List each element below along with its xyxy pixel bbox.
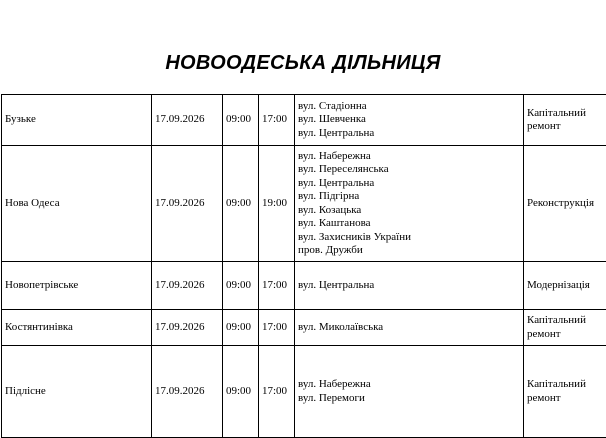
end-time-cell: 17:00 [259, 95, 295, 146]
date-cell: 17.09.2026 [152, 146, 223, 262]
table-row [2, 95, 606, 146]
village-cell: Костянтинівка [2, 310, 152, 346]
street-item: вул. Набережна [298, 150, 520, 164]
street-item: вул. Стадіонна [298, 100, 520, 114]
street-item: вул. Миколаївська [298, 321, 520, 335]
start-time-cell: 09:00 [223, 95, 259, 146]
outage-schedule-table [1, 94, 606, 438]
street-item: вул. Підгірна [298, 190, 520, 204]
streets-cell [295, 146, 524, 262]
table-row [2, 146, 606, 262]
work-type-cell: Капітальний ремонт [524, 310, 606, 346]
table-row [2, 346, 606, 438]
work-type-cell: Модернізація [524, 262, 606, 310]
street-item: вул. Набережна [298, 378, 520, 392]
start-time-cell: 09:00 [223, 262, 259, 310]
work-type-cell: Капітальний ремонт [524, 346, 606, 438]
street-item: вул. Захисників України [298, 231, 520, 245]
village-cell: Нова Одеса [2, 146, 152, 262]
village-cell: Бузьке [2, 95, 152, 146]
street-item: вул. Каштанова [298, 217, 520, 231]
work-type-cell: Капітальний ремонт [524, 95, 606, 146]
start-time-cell: 09:00 [223, 346, 259, 438]
village-cell: Новопетрівське [2, 262, 152, 310]
street-item: вул. Центральна [298, 279, 520, 293]
date-cell: 17.09.2026 [152, 310, 223, 346]
street-item: вул. Козацька [298, 204, 520, 218]
street-item: пров. Дружби [298, 244, 520, 258]
street-item: вул. Центральна [298, 177, 520, 191]
start-time-cell: 09:00 [223, 310, 259, 346]
street-item: вул. Перемоги [298, 392, 520, 406]
table-row [2, 310, 606, 346]
end-time-cell: 17:00 [259, 310, 295, 346]
streets-cell [295, 346, 524, 438]
end-time-cell: 19:00 [259, 146, 295, 262]
streets-cell [295, 310, 524, 346]
date-cell: 17.09.2026 [152, 262, 223, 310]
streets-cell [295, 262, 524, 310]
date-cell: 17.09.2026 [152, 346, 223, 438]
date-cell: 17.09.2026 [152, 95, 223, 146]
street-item: вул. Шевченка [298, 113, 520, 127]
start-time-cell: 09:00 [223, 146, 259, 262]
street-item: вул. Переселянська [298, 163, 520, 177]
table-row [2, 262, 606, 310]
page-title: НОВООДЕСЬКА ДІЛЬНИЦЯ [0, 52, 606, 75]
end-time-cell: 17:00 [259, 262, 295, 310]
streets-cell [295, 95, 524, 146]
end-time-cell: 17:00 [259, 346, 295, 438]
village-cell: Підлісне [2, 346, 152, 438]
street-item: вул. Центральна [298, 127, 520, 141]
work-type-cell: Реконструкція [524, 146, 606, 262]
